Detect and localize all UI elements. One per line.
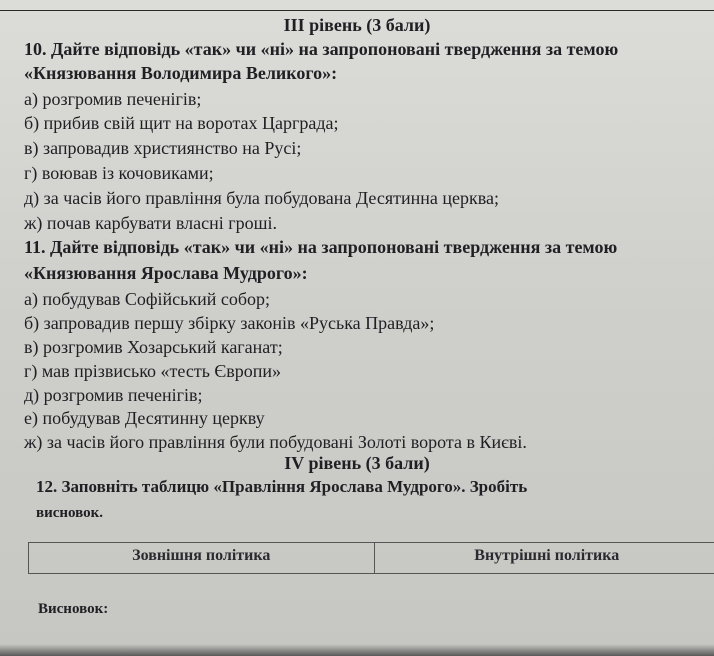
policy-table [28,542,714,574]
q11-item-zh: ж) за часів його правління були побудовані Золоті ворота в Києві. [24,432,527,452]
q10-item-zh: ж) почав карбувати власні гроші. [24,213,277,233]
level4-heading: IV рівень (3 бали) [284,453,430,473]
q10-item-h: г) воював із кочовиками; [24,163,214,183]
question-12-prompt: 12. Заповніть таблицю «Правління Ярослава Мудрого». Зробіть [36,477,528,496]
q11-item-h: г) мав прізвисько «тесть Європи» [24,361,282,381]
table-header-domestic-policy: Внутрішні політика [374,543,714,573]
top-rule [0,10,714,11]
q10-item-b: б) прибив свій щит на воротах Царграда; [24,113,339,133]
q11-item-e: е) побудував Десятинну церкву [24,408,265,428]
q11-item-v: в) розгромив Хозарський каганат; [24,337,283,357]
conclusion-label: Висновок: [38,601,109,617]
q11-item-a: а) побудував Софійський собор; [24,289,271,309]
table-header-foreign-policy: Зовнішня політика [132,547,271,564]
question-12-conclusion-word: висновок. [36,505,104,521]
q10-item-d: д) за часів його правління була побудована Десятинна церква; [24,188,499,208]
q10-item-a: а) розгромив печенігів; [24,89,202,109]
question-11-prompt: 11. Дайте відповідь «так» чи «ні» на запропоновані твердження за темою [24,237,618,257]
level3-heading: ІІІ рівень (3 бали) [283,15,431,35]
question-10-topic: «Князювання Володимира Великого»: [24,63,338,83]
question-11-topic: «Князювання Ярослава Мудрого»: [24,263,308,283]
q11-item-b: б) запровадив першу збірку законів «Руська Правда»; [24,313,435,333]
question-10-prompt: 10. Дайте відповідь «так» чи «ні» на запропоновані твердження за темою [24,39,619,59]
q11-item-d: д) розгромив печенігів; [24,385,203,405]
q10-item-v: в) запровадив християнство на Русі; [24,138,302,158]
